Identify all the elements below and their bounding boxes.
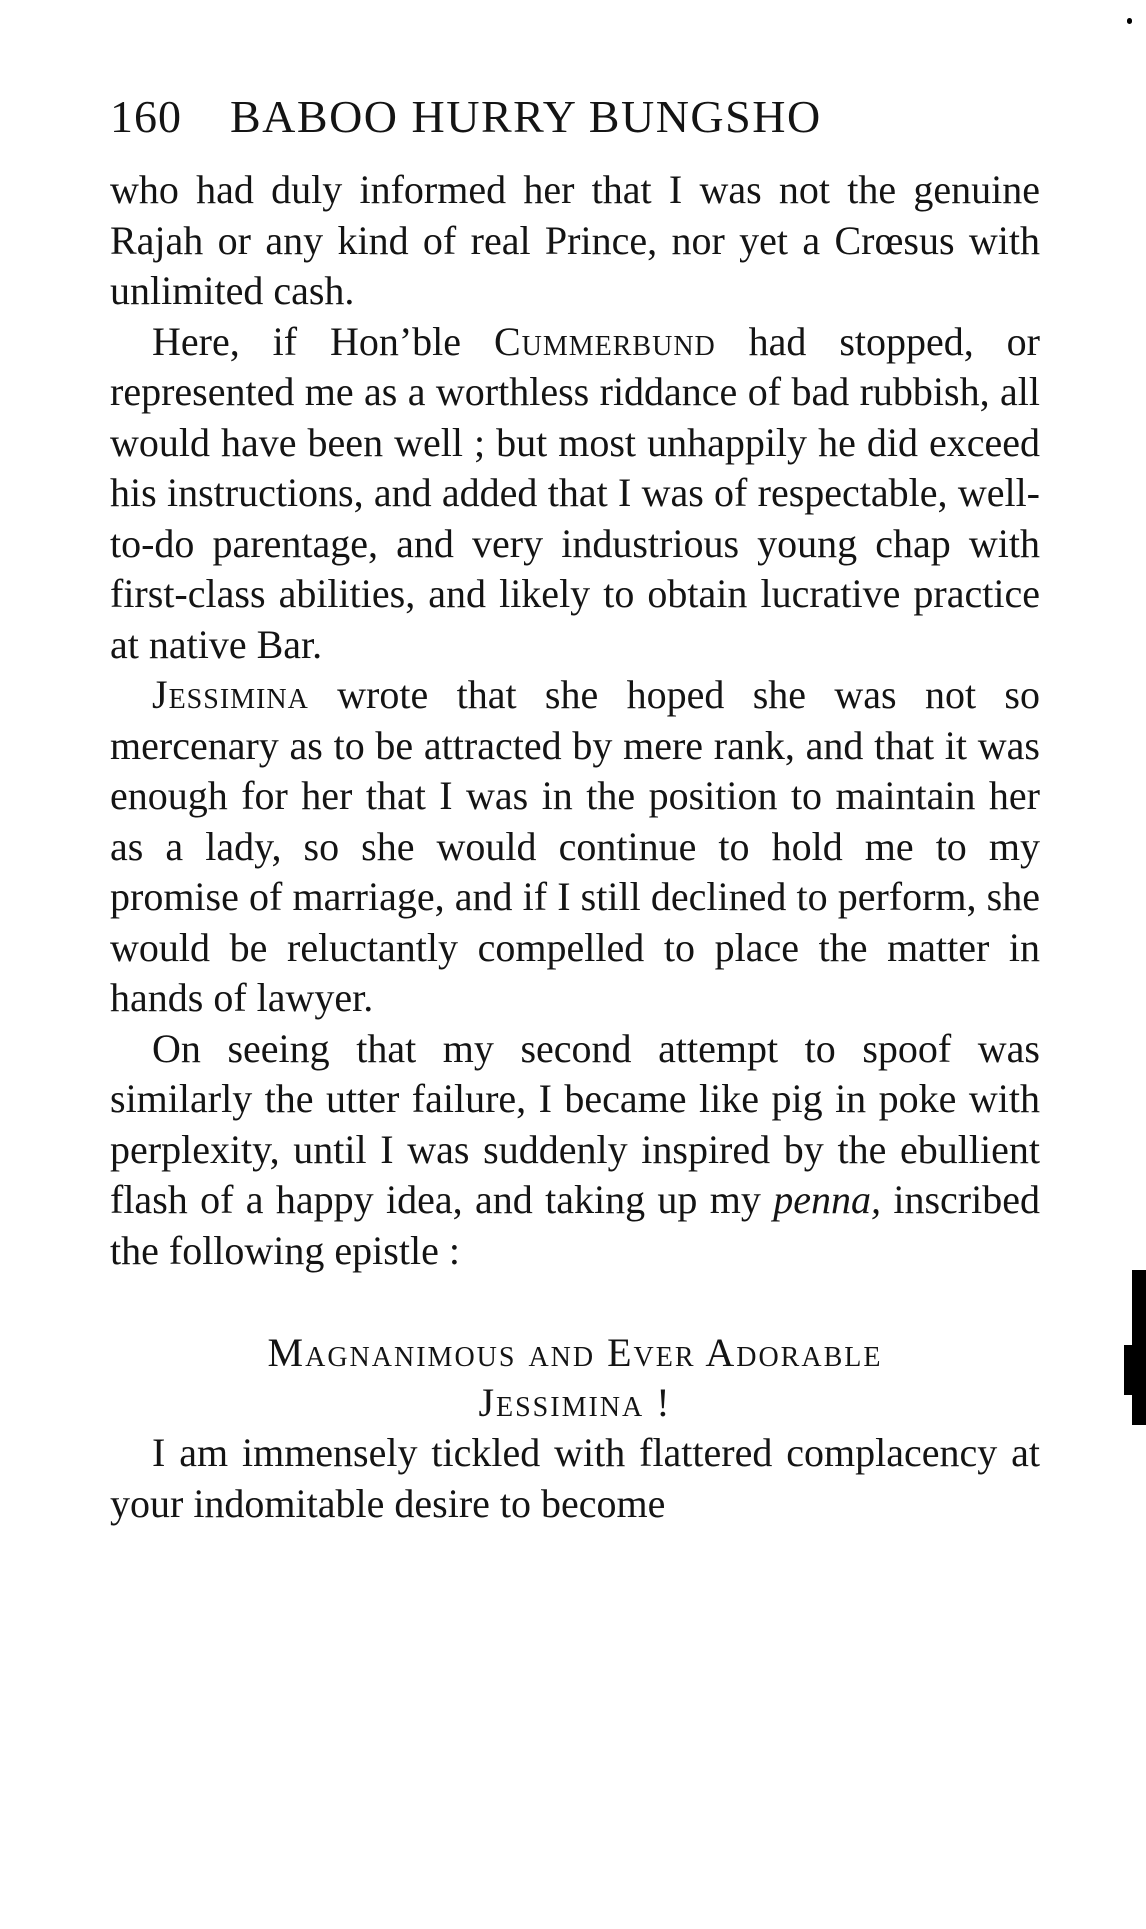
salutation-line-1: Magnanimous and Ever Adorable <box>267 1330 883 1375</box>
salutation-line-2: Jessimina ! <box>478 1380 672 1425</box>
letter-opening: I am immensely tickled with flattered complacency at your indomitable desire to become <box>110 1430 1040 1526</box>
scan-edge-dot <box>1127 18 1132 24</box>
text-run: Here, if Hon’ble <box>152 318 494 364</box>
text-run: inscribed the following epistle : <box>110 1177 1040 1273</box>
paragraph-jessimina <box>110 670 1040 1024</box>
letter-salutation <box>110 1328 1040 1428</box>
text-run: wrote that she hoped she was not so mercenary as to be attracted by mere rank, and that it was enough for her that I was in the position to maintain her as a lady, so she would continue to hold me to my promise of marriage, and if I still declined to perform, she would be reluctantly compelled to place the matter in hands of lawyer. <box>110 672 1040 1020</box>
italic-penna: penna, <box>773 1177 882 1222</box>
running-head <box>110 90 1040 143</box>
name-jessimina: Jessimina <box>152 672 309 717</box>
text-run: had stopped, or represented me as a worthless riddance of bad rubbish, all would have been well ; but most unhappily he did exceed his instructions, and added that I was of respectable, well-to-do parentage, and very industrious young chap with first-class abilities, and likely to obtain lucrative practice at native Bar. <box>110 318 1040 667</box>
scan-edge-mark <box>1132 1270 1146 1425</box>
page-number: 160 <box>110 91 182 142</box>
book-title: BABOO HURRY BUNGSHO <box>230 91 822 142</box>
name-cummerbund: Cummerbund <box>493 318 716 364</box>
letter-body <box>110 1428 1040 1529</box>
text-run: On seeing that my second attempt to spoof was similarly the utter failure, I became like pig in poke with perplexity, until I was suddenly inspired by the ebullient flash of a happy idea, and taking up my <box>110 1025 1040 1222</box>
scan-edge-mark-notch <box>1124 1345 1132 1395</box>
paragraph-continuation: who had duly informed her that I was not the genuine Rajah or any kind of real Prince, nor yet a Crœsus with unlimited cash. <box>110 167 1040 313</box>
paragraph-epistle-intro <box>110 1024 1040 1277</box>
paragraph-cummerbund <box>110 317 1040 671</box>
book-page <box>110 90 1040 1529</box>
body-text <box>110 165 1040 1276</box>
